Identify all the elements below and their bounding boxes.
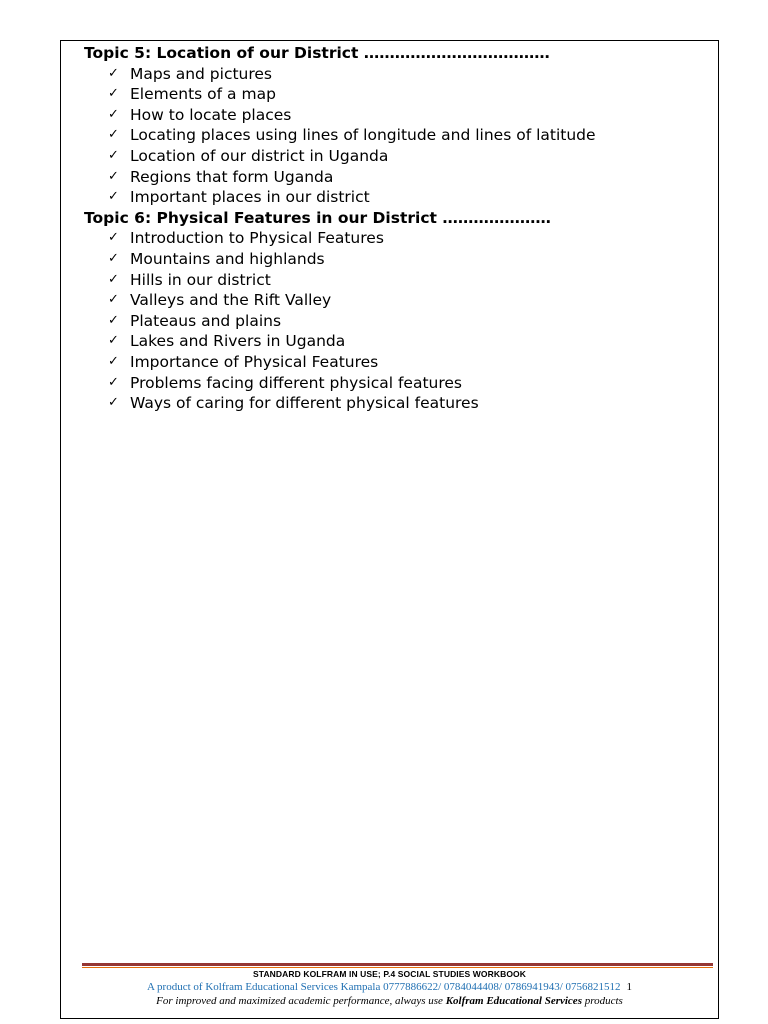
checkmark-icon: ✓ [108, 127, 119, 143]
list-item-text: Ways of caring for different physical features [130, 394, 479, 413]
checkmark-icon: ✓ [108, 374, 119, 390]
topic-section-5 [84, 43, 704, 208]
list-item-text: How to locate places [130, 105, 292, 124]
list-item [84, 146, 704, 167]
topic-heading: Topic 5: Location of our District ……………………………… [84, 44, 550, 62]
footer-divider-primary [82, 963, 713, 966]
checkmark-icon: ✓ [108, 292, 119, 308]
list-item-text: Important places in our district [130, 188, 370, 207]
topic-item-list [84, 64, 704, 208]
footer-slogan-brand: Kolfram Educational Services [445, 995, 582, 1007]
footer-slogan-prefix: For improved and maximized academic performance, always use [156, 995, 446, 1007]
list-item-text: Introduction to Physical Features [130, 229, 384, 248]
list-item [84, 270, 704, 291]
topic-heading: Topic 6: Physical Features in our District ………………… [84, 208, 551, 227]
topic-section-6 [84, 208, 704, 414]
list-item-text: Mountains and highlands [130, 249, 325, 268]
list-item [84, 311, 704, 332]
list-item [84, 373, 704, 394]
list-item-text: Location of our district in Uganda [130, 146, 389, 165]
footer-contacts-text: A product of Kolfram Educational Services Kampala 0777886622/ 0784044408/ 0786941943/ 0756821512 [146, 981, 621, 993]
checkmark-icon: ✓ [108, 312, 119, 328]
checkmark-icon: ✓ [108, 86, 119, 102]
footer-title: STANDARD KOLFRAM IN USE; P.4 SOCIAL STUDIES WORKBOOK [253, 969, 526, 979]
list-item-text: Elements of a map [130, 85, 276, 104]
checkmark-icon: ✓ [108, 106, 119, 122]
list-item [84, 331, 704, 352]
list-item [84, 187, 704, 208]
list-item [84, 290, 704, 311]
list-item [84, 352, 704, 373]
list-item [84, 64, 704, 85]
footer-slogan-suffix: products [581, 995, 623, 1007]
list-item [84, 105, 704, 126]
checkmark-icon: ✓ [108, 168, 119, 184]
footer-contacts [60, 980, 719, 994]
checkmark-icon: ✓ [108, 147, 119, 163]
list-item-text: Importance of Physical Features [130, 352, 379, 371]
list-item [84, 84, 704, 105]
topic-item-list [84, 228, 704, 413]
table-of-contents [84, 43, 704, 414]
list-item [84, 393, 704, 414]
footer-slogan [60, 994, 719, 1008]
list-item [84, 167, 704, 188]
checkmark-icon: ✓ [108, 250, 119, 266]
checkmark-icon: ✓ [108, 189, 119, 205]
list-item [84, 249, 704, 270]
checkmark-icon: ✓ [108, 65, 119, 81]
list-item [84, 125, 704, 146]
checkmark-icon: ✓ [108, 230, 119, 246]
list-item-text: Maps and pictures [130, 64, 273, 83]
list-item-text: Problems facing different physical features [130, 373, 463, 392]
checkmark-icon: ✓ [108, 353, 119, 369]
list-item-text: Lakes and Rivers in Uganda [130, 332, 346, 351]
list-item-text: Valleys and the Rift Valley [130, 291, 332, 310]
page-number: 1 [626, 981, 633, 993]
list-item-text: Locating places using lines of longitude and lines of latitude [130, 126, 596, 145]
checkmark-icon: ✓ [108, 333, 119, 349]
list-item-text: Hills in our district [130, 270, 271, 289]
checkmark-icon: ✓ [108, 271, 119, 287]
list-item [84, 228, 704, 249]
list-item-text: Plateaus and plains [130, 311, 282, 330]
checkmark-icon: ✓ [108, 395, 119, 411]
list-item-text: Regions that form Uganda [130, 167, 334, 186]
page-footer [60, 968, 719, 1008]
